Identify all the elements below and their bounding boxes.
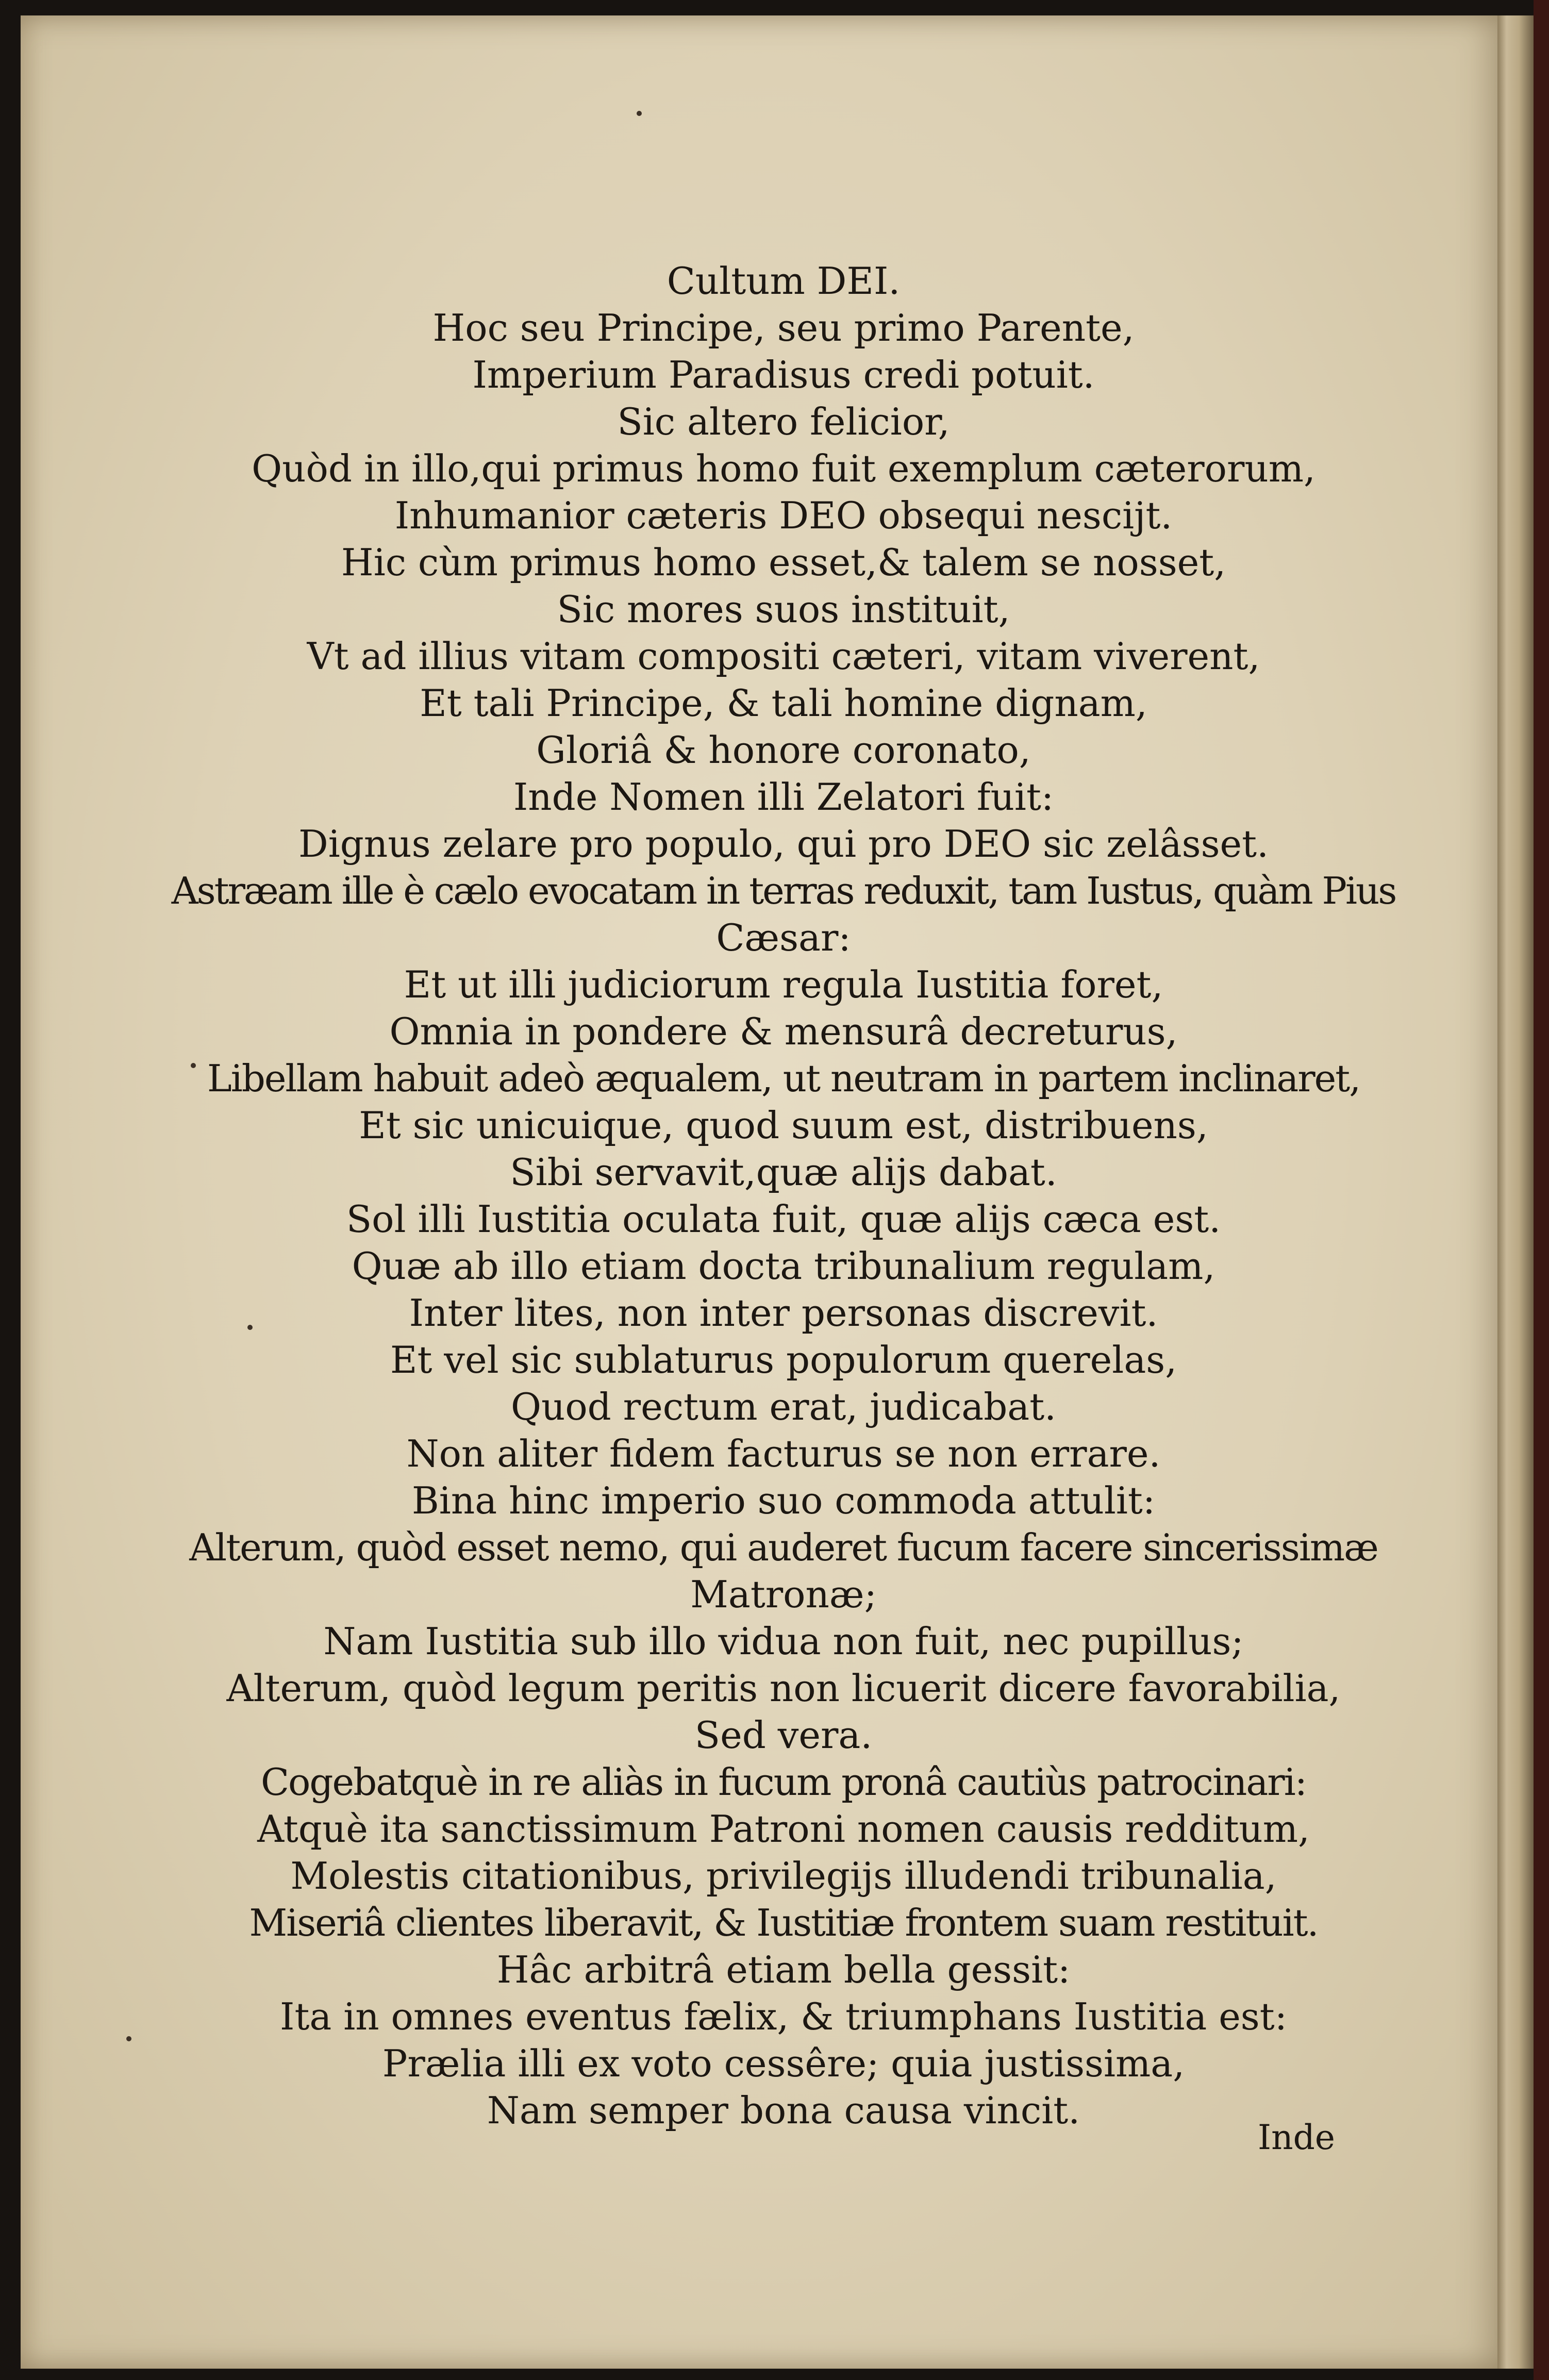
text-line: Nam Iustitia sub illo vidua non fuit, nec pupillus; <box>323 1620 1244 1663</box>
text-line: Hâc arbitrâ etiam bella gessit: <box>496 1948 1071 1991</box>
text-line: Cæsar: <box>716 916 851 959</box>
text-line: Hoc seu Principe, seu primo Parente, <box>432 306 1135 349</box>
text-line: Inhumanior cæteris DEO obsequi nescijt. <box>394 494 1173 537</box>
text-line: Inde Nomen illi Zelatori fuit: <box>513 775 1054 819</box>
text-line: Non aliter fidem facturus se non errare. <box>406 1432 1161 1475</box>
text-line: Dignus zelare pro populo, qui pro DEO sic zelâsset. <box>298 822 1269 866</box>
text-line: Quòd in illo,qui primus homo fuit exemplum cæterorum, <box>252 447 1315 490</box>
text-line: Quod rectum erat, judicabat. <box>510 1385 1057 1428</box>
text-line: Et tali Principe, & tali homine dignam, <box>420 681 1147 725</box>
text-line: Hic cùm primus homo esset,& talem se nosset, <box>341 541 1226 584</box>
text-line: Ita in omnes eventus fælix, & triumphans Iustitia est: <box>280 1995 1287 2038</box>
page-edge <box>1497 15 1534 2369</box>
text-line: Sic mores suos instituit, <box>557 588 1010 631</box>
text-line: Atquè ita sanctissimum Patroni nomen causis redditum, <box>257 1807 1310 1851</box>
text-line: Astræam ille è cælo evocatam in terras reduxit, tam Iustus, quàm Pius <box>171 869 1396 912</box>
text-line: Matronæ; <box>690 1573 877 1616</box>
catchword: Inde <box>1258 2118 1335 2157</box>
text-line: Sol illi Iustitia oculata fuit, quæ alijs cæca est. <box>346 1197 1221 1241</box>
text-line: Libellam habuit adeò æqualem, ut neutram in partem inclinaret, <box>207 1057 1360 1100</box>
text-line: Prælia illi ex voto cessêre; quia justissima, <box>382 2042 1185 2085</box>
text-line: Miseriâ clientes liberavit, & Iustitiæ frontem suam restituit. <box>249 1901 1318 1944</box>
text-line: Cogebatquè in re aliàs in fucum pronâ cautiùs patrocinari: <box>260 1760 1307 1804</box>
text-line: Alterum, quòd legum peritis non licuerit dicere favorabilia, <box>226 1667 1341 1710</box>
text-line: Imperium Paradisus credi potuit. <box>472 353 1095 396</box>
text-line: Omnia in pondere & mensurâ decreturus, <box>389 1010 1178 1053</box>
book-spine <box>1534 0 1549 2380</box>
text-line: Inter lites, non inter personas discrevit. <box>409 1291 1158 1335</box>
text-line: Sed vera. <box>694 1713 873 1757</box>
text-line: Nam semper bona causa vincit. <box>487 2089 1080 2132</box>
text-line: Vt ad illius vitam compositi cæteri, vitam viverent, <box>307 635 1260 678</box>
text-line: Quæ ab illo etiam docta tribunalium regulam, <box>352 1244 1215 1288</box>
text-line: Et sic unicuique, quod suum est, distribuens, <box>359 1104 1208 1147</box>
text-line: Et vel sic sublaturus populorum querelas, <box>390 1338 1177 1382</box>
text-line: Bina hinc imperio suo commoda attulit: <box>411 1479 1156 1522</box>
text-line: Sibi servavit,quæ alijs dabat. <box>510 1151 1057 1194</box>
text-line: Gloriâ & honore coronato, <box>536 728 1031 772</box>
poem-text <box>155 258 1412 2134</box>
text-line: Alterum, quòd esset nemo, qui auderet fucum facere sincerissimæ <box>189 1526 1378 1569</box>
ink-speck <box>126 2036 131 2041</box>
text-line: Molestis citationibus, privilegijs illudendi tribunalia, <box>290 1854 1277 1898</box>
ink-speck <box>637 111 642 116</box>
text-line: Sic altero felicior, <box>617 400 950 443</box>
text-line: Et ut illi judiciorum regula Iustitia foret, <box>404 963 1163 1006</box>
text-line: Cultum DEI. <box>667 259 901 303</box>
